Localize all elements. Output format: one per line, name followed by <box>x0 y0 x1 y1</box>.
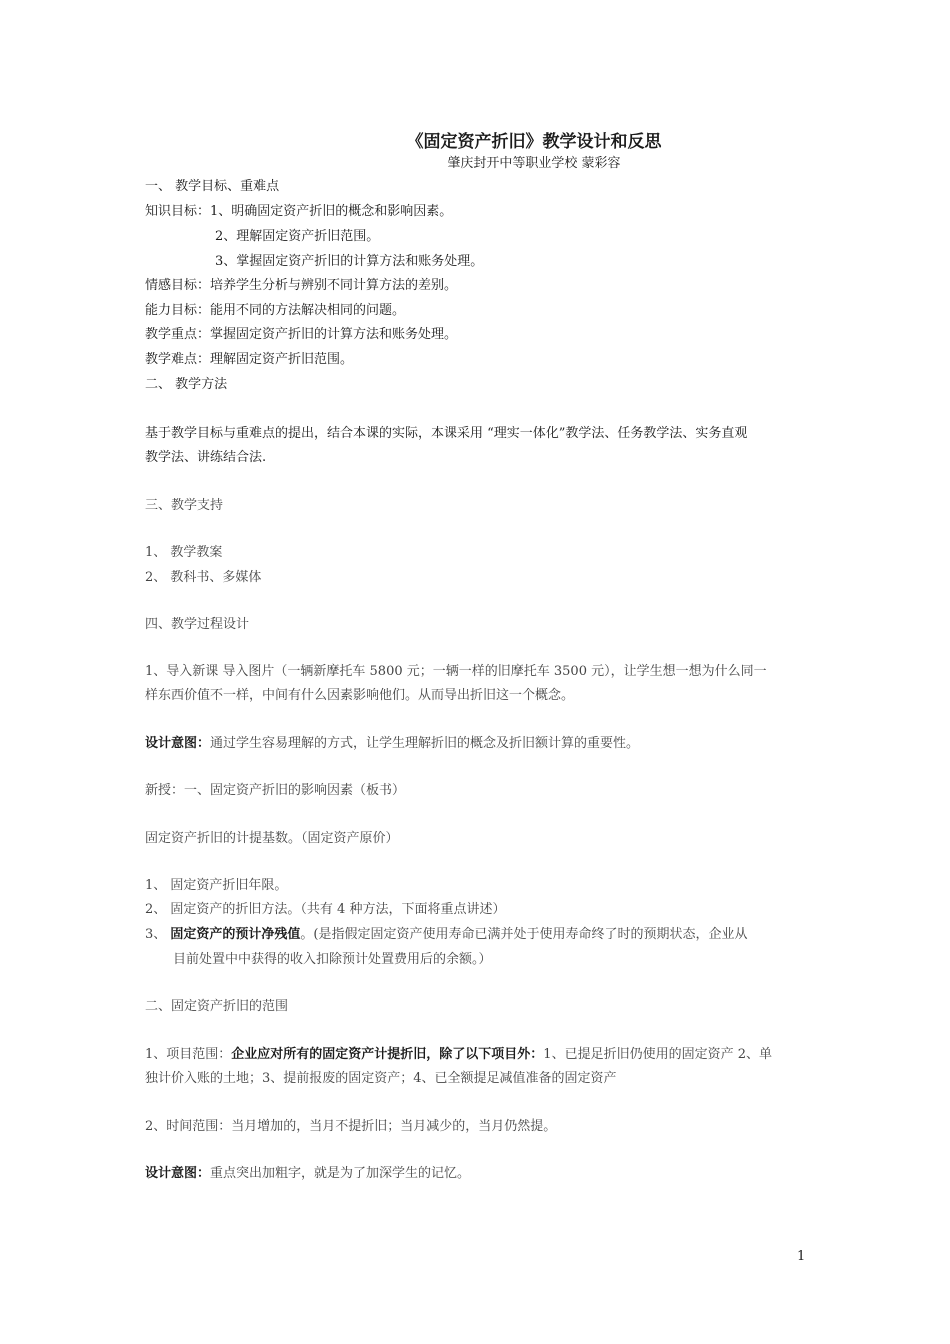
method-paragraph-line2: 教学法、讲练结合法. <box>145 450 267 465</box>
intro-line2: 样东西价值不一样，中间有什么因素影响他们。从而导出折旧这一个概念。 <box>145 688 575 703</box>
factor-2: 2、 固定资产的折旧方法。（共有 4 种方法，下面将重点讲述） <box>145 902 506 917</box>
section1-heading: 一、 教学目标、重难点 <box>145 179 280 194</box>
range-heading: 二、固定资产折旧的范围 <box>145 999 289 1014</box>
knowledge-goal-1: 知识目标：1、明确固定资产折旧的概念和影响因素。 <box>145 204 453 219</box>
section4-heading: 四、教学过程设计 <box>145 617 250 632</box>
knowledge-goal-2: 2、理解固定资产折旧范围。 <box>215 229 380 244</box>
new-lesson-heading: 新授：一、固定资产折旧的影响因素（板书） <box>145 783 406 798</box>
teaching-key-point: 教学重点：掌握固定资产折旧的计算方法和账务处理。 <box>145 327 458 342</box>
depreciation-base: 固定资产折旧的计提基数。（固定资产原价） <box>145 831 399 846</box>
factor-1: 1、 固定资产折旧年限。 <box>145 878 288 893</box>
support-item-1: 1、 教学教案 <box>145 545 223 560</box>
knowledge-goal-3: 3、掌握固定资产折旧的计算方法和账务处理。 <box>215 254 484 269</box>
emotion-goal: 情感目标：培养学生分析与辨别不同计算方法的差别。 <box>145 278 458 293</box>
ability-goal: 能力目标：能用不同的方法解决相同的问题。 <box>145 303 406 318</box>
support-item-2: 2、 教科书、多媒体 <box>145 570 262 585</box>
design-intent-2: 设计意图：重点突出加粗字，就是为了加深学生的记忆。 <box>145 1166 471 1181</box>
range-item-1-line2: 独计价入账的土地；3、提前报废的固定资产；4、已全额提足减值准备的固定资产 <box>145 1071 617 1086</box>
author-line: 肇庆封开中等职业学校 蒙彩容 <box>447 156 621 171</box>
factor-3-line2: 目前处置中中获得的收入扣除预计处置费用后的余额。） <box>173 952 492 967</box>
teaching-difficulty: 教学难点：理解固定资产折旧范围。 <box>145 352 354 367</box>
design-intent-1: 设计意图：通过学生容易理解的方式，让学生理解折旧的概念及折旧额计算的重要性。 <box>145 736 640 751</box>
range-item-2: 2、时间范围：当月增加的，当月不提折旧；当月减少的，当月仍然提。 <box>145 1119 557 1134</box>
section3-heading: 三、教学支持 <box>145 498 224 513</box>
document-title: 《固定资产折旧》教学设计和反思 <box>406 132 662 152</box>
factor-3: 3、 固定资产的预计净残值。(是指假定固定资产使用寿命已满并处于使用寿命终了时的预期状态，企业从 <box>145 927 748 942</box>
intro-line1: 1、导入新课 导入图片（一辆新摩托车 5800 元；一辆一样的旧摩托车 3500 元），让学生想一想为什么同一 <box>145 664 767 679</box>
range-item-1: 1、项目范围：企业应对所有的固定资产计提折旧，除了以下项目外：1、已提足折旧仍使用的固定资产 2、单 <box>145 1047 772 1062</box>
page-number: 1 <box>797 1249 806 1264</box>
section2-heading: 二、 教学方法 <box>145 377 228 392</box>
method-paragraph-line1: 基于教学目标与重难点的提出，结合本课的实际，本课采用 “理实一体化”教学法、任务教学法、实务直观 <box>145 426 748 441</box>
